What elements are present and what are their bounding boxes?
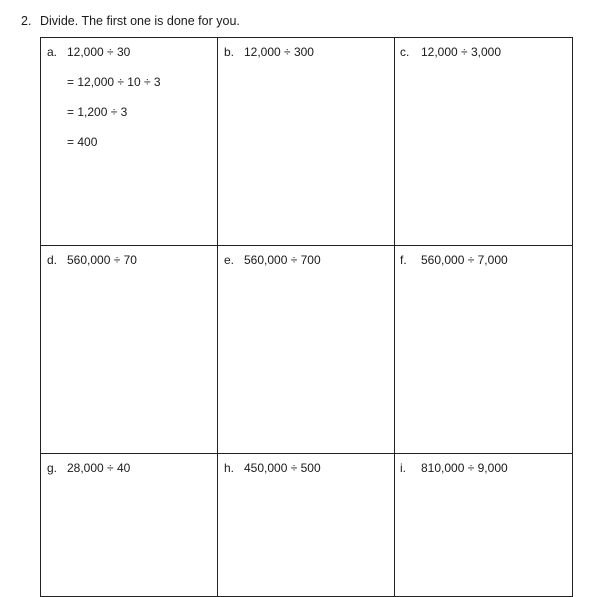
problem-grid [40, 37, 573, 597]
problem-a-work-step-2: = 1,200 ÷ 3 [67, 105, 128, 119]
problem-c [400, 45, 501, 59]
problem-h-letter: h. [224, 461, 235, 475]
grid-divider-horizontal-1 [41, 245, 572, 246]
problem-a-work-step-1: = 12,000 ÷ 10 ÷ 3 [67, 75, 161, 89]
problem-d [47, 253, 137, 267]
grid-divider-horizontal-2 [41, 453, 572, 454]
problem-number: 2. [21, 14, 32, 28]
problem-e-letter: e. [224, 253, 235, 267]
problem-f [400, 253, 508, 267]
problem-h-expression: 450,000 ÷ 500 [244, 461, 321, 475]
problem-g [47, 461, 130, 475]
problem-h [224, 461, 321, 475]
grid-divider-vertical-1 [217, 38, 218, 596]
problem-e [224, 253, 321, 267]
problem-b [224, 45, 314, 59]
problem-d-letter: d. [47, 253, 58, 267]
problem-a-work-step-3: = 400 [67, 135, 98, 149]
problem-header [21, 14, 240, 28]
grid-divider-vertical-2 [394, 38, 395, 596]
problem-c-letter: c. [400, 45, 410, 59]
problem-g-letter: g. [47, 461, 58, 475]
problem-instruction: Divide. The first one is done for you. [40, 14, 240, 28]
problem-a-letter: a. [47, 45, 58, 59]
problem-a-expression: 12,000 ÷ 30 [67, 45, 131, 59]
problem-d-expression: 560,000 ÷ 70 [67, 253, 137, 267]
problem-c-expression: 12,000 ÷ 3,000 [421, 45, 501, 59]
problem-i-letter: i. [400, 461, 406, 475]
problem-f-letter: f. [400, 253, 407, 267]
problem-e-expression: 560,000 ÷ 700 [244, 253, 321, 267]
problem-a [47, 45, 130, 59]
problem-i [400, 461, 508, 475]
problem-b-expression: 12,000 ÷ 300 [244, 45, 314, 59]
problem-g-expression: 28,000 ÷ 40 [67, 461, 131, 475]
problem-f-expression: 560,000 ÷ 7,000 [421, 253, 508, 267]
problem-b-letter: b. [224, 45, 235, 59]
problem-i-expression: 810,000 ÷ 9,000 [421, 461, 508, 475]
